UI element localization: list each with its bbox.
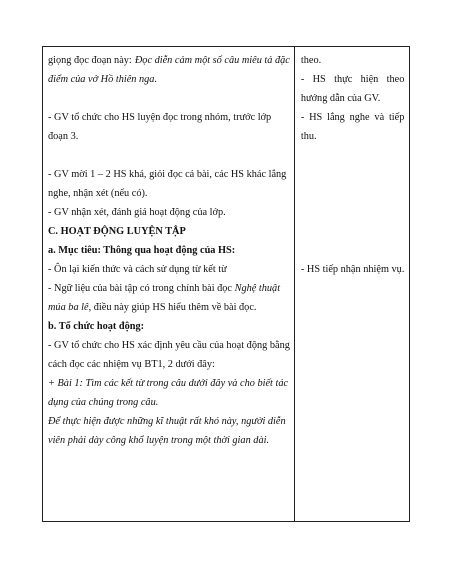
student-receive-task: - HS tiếp nhận nhiệm vụ. <box>300 264 405 275</box>
invite-reading-line-1: - GV mời 1 – 2 HS khá, giỏi đọc cả bài, các HS khác lắng <box>48 169 287 180</box>
org-heading: b. Tổ chức hoạt động: <box>48 321 145 332</box>
quote-line-2: viên phải dày công khổ luyện trong một thời gian dài. <box>48 435 270 446</box>
lesson-table <box>42 46 410 522</box>
evaluation-line: - GV nhận xét, đánh giá hoạt động của lớp. <box>48 207 226 218</box>
goal-item-2-line-2: múa ba lê, điều này giúp HS hiểu thêm về bài đọc. <box>48 302 257 313</box>
section-title: C. HOẠT ĐỘNG LUYỆN TẬP <box>48 226 186 237</box>
reading-guide-italic: Đọc diễn cảm một số câu miêu tả đặc <box>134 55 290 66</box>
student-listen-line-1: - HS lắng nghe và tiếp <box>300 112 405 123</box>
student-line-1: theo. <box>300 55 322 66</box>
quote-line-1: Để thực hiện được những kĩ thuật rất khó này, người diễn <box>48 416 286 427</box>
reading-guide-line-2: điểm của vở Hồ thiên nga. <box>48 74 158 85</box>
goal-item-2-line-1: - Ngữ liệu của bài tập có trong chính bài đọc Nghệ thuật <box>48 283 281 294</box>
goal-item-1: - Ôn lại kiến thức và cách sử dụng từ kết từ <box>48 264 227 275</box>
reading-guide-line-1 <box>48 51 290 70</box>
invite-reading-line-2: nghe, nhận xét (nếu có). <box>48 188 148 199</box>
group-reading-line-2: đoạn 3. <box>48 131 79 142</box>
student-follow-line-2: hướng dẫn của GV. <box>300 93 381 104</box>
student-activity-column <box>295 47 410 521</box>
org-line-2: cách đọc các nhiệm vụ BT1, 2 dưới đây: <box>48 359 215 370</box>
task-line-2: dụng của chúng trong câu. <box>48 397 159 408</box>
student-listen-line-2: thu. <box>300 131 317 142</box>
task-line-1: + Bài 1: Tìm các kết từ trong câu dưới đây và cho biết tác <box>48 378 289 389</box>
goal-heading: a. Mục tiêu: Thông qua hoạt động của HS: <box>48 245 236 256</box>
reading-guide-text: giọng đọc đoạn này: <box>48 55 135 66</box>
teacher-activity-column <box>43 47 295 521</box>
student-follow-line-1: - HS thực hiện theo <box>300 74 405 85</box>
org-line-1: - GV tổ chức cho HS xác định yêu cầu của hoạt động bằng <box>48 340 290 351</box>
group-reading-line-1: - GV tổ chức cho HS luyện đọc trong nhóm, trước lớp <box>48 112 272 123</box>
